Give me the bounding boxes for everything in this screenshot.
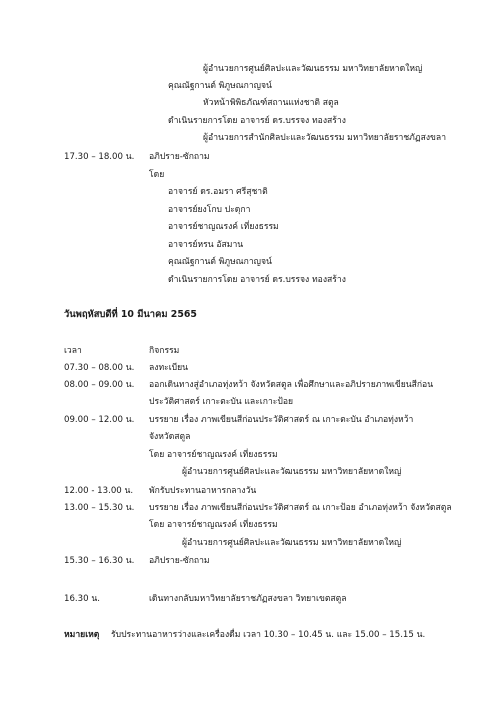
row-5-activity: บรรยาย เรื่อง ภาพเขียนสีก่อนประวัติศาสตร์ ณ เกาะป้อย อำเภอทุ่งหว้า จังหวัดสตูล <box>149 503 452 513</box>
row-1-time: 07.30 – 08.00 น. <box>64 363 135 373</box>
row-2-activity-cont: ประวัติศาสตร์ เกาะตะบัน และเกาะป้อย <box>149 397 294 407</box>
note-text: รับประทานอาหารว่างและเครื่องดื่ม เวลา 10.30 – 10.45 น. และ 15.00 – 15.15 น. <box>111 630 426 640</box>
moderator-line: ดำเนินรายการโดย อาจารย์ ดร.บรรจง ทองสร้าง <box>168 116 346 126</box>
speaker-name-line: คุณณัฐกานต์ พิภูษณกาญจน์ <box>168 81 272 91</box>
speaker-4: อาจารย์หรน อัสมาน <box>168 240 244 250</box>
speaker-3: อาจารย์ชาญณรงค์ เที่ยงธรรม <box>168 222 279 232</box>
by-label: โดย <box>149 170 165 180</box>
row-3-time: 09.00 – 12.00 น. <box>64 415 135 425</box>
day-heading: วันพฤหัสบดีที่ 10 มีนาคม 2565 <box>64 309 197 320</box>
row-3-speaker-role: ผู้อำนวยการศูนย์ศิลปะและวัฒนธรรม มหาวิทยาลัยหาดใหญ่ <box>182 467 402 477</box>
row-5-time: 13.00 – 15.30 น. <box>64 503 135 513</box>
row-7-activity: เดินทางกลับมหาวิทยาลัยราชภัฏสงขลา วิทยาเขตสตูล <box>149 594 347 604</box>
row-4-time: 12.00 - 13.00 น. <box>64 486 134 496</box>
speaker-1: อาจารย์ ดร.อมรา ศรีสุชาติ <box>168 187 268 197</box>
speaker-2: อาจารย์ยงโกบ ปะดุกา <box>168 205 251 215</box>
row-5-speaker: โดย อาจารย์ชาญณรงค์ เที่ยงธรรม <box>149 520 278 530</box>
row-7-time: 16.30 น. <box>64 594 100 604</box>
note-label: หมายเหตุ <box>64 630 100 640</box>
row-3-activity: บรรยาย เรื่อง ภาพเขียนสีก่อนประวัติศาสตร์ ณ เกาะตะบัน อำเภอทุ่งหว้า <box>149 415 414 425</box>
header-activity: กิจกรรม <box>149 346 180 356</box>
speaker-6: ดำเนินรายการโดย อาจารย์ ดร.บรรจง ทองสร้าง <box>168 275 346 285</box>
row-3-activity-cont: จังหวัดสตูล <box>149 432 191 442</box>
discussion-time: 17.30 – 18.00 น. <box>64 152 135 162</box>
row-2-time: 08.00 – 09.00 น. <box>64 380 135 390</box>
moderator-role-line: ผู้อำนวยการสำนักศิลปะและวัฒนธรรม มหาวิทยาลัยราชภัฏสงขลา <box>203 133 447 143</box>
row-5-speaker-role: ผู้อำนวยการศูนย์ศิลปะและวัฒนธรรม มหาวิทยาลัยหาดใหญ่ <box>182 538 402 548</box>
row-4-activity: พักรับประทานอาหารกลางวัน <box>149 486 257 496</box>
row-6-activity: อภิปราย-ซักถาม <box>149 556 210 566</box>
row-6-time: 15.30 – 16.30 น. <box>64 556 135 566</box>
museum-head-line: หัวหน้าพิพิธภัณฑ์สถานแห่งชาติ สตูล <box>203 98 339 108</box>
discussion-title: อภิปราย-ซักถาม <box>149 152 210 162</box>
row-2-activity: ออกเดินทางสู่อำเภอทุ่งหว้า จังหวัดสตูล เพื่อศึกษาและอภิปรายภาพเขียนสีก่อน <box>149 380 434 390</box>
director-title-line: ผู้อำนวยการศูนย์ศิลปะและวัฒนธรรม มหาวิทยาลัยหาดใหญ่ <box>203 64 423 74</box>
header-time: เวลา <box>64 346 82 356</box>
speaker-5: คุณณัฐกานต์ พิภูษณกาญจน์ <box>168 257 272 267</box>
row-3-speaker: โดย อาจารย์ชาญณรงค์ เที่ยงธรรม <box>149 450 278 460</box>
row-1-activity: ลงทะเบียน <box>149 363 189 373</box>
